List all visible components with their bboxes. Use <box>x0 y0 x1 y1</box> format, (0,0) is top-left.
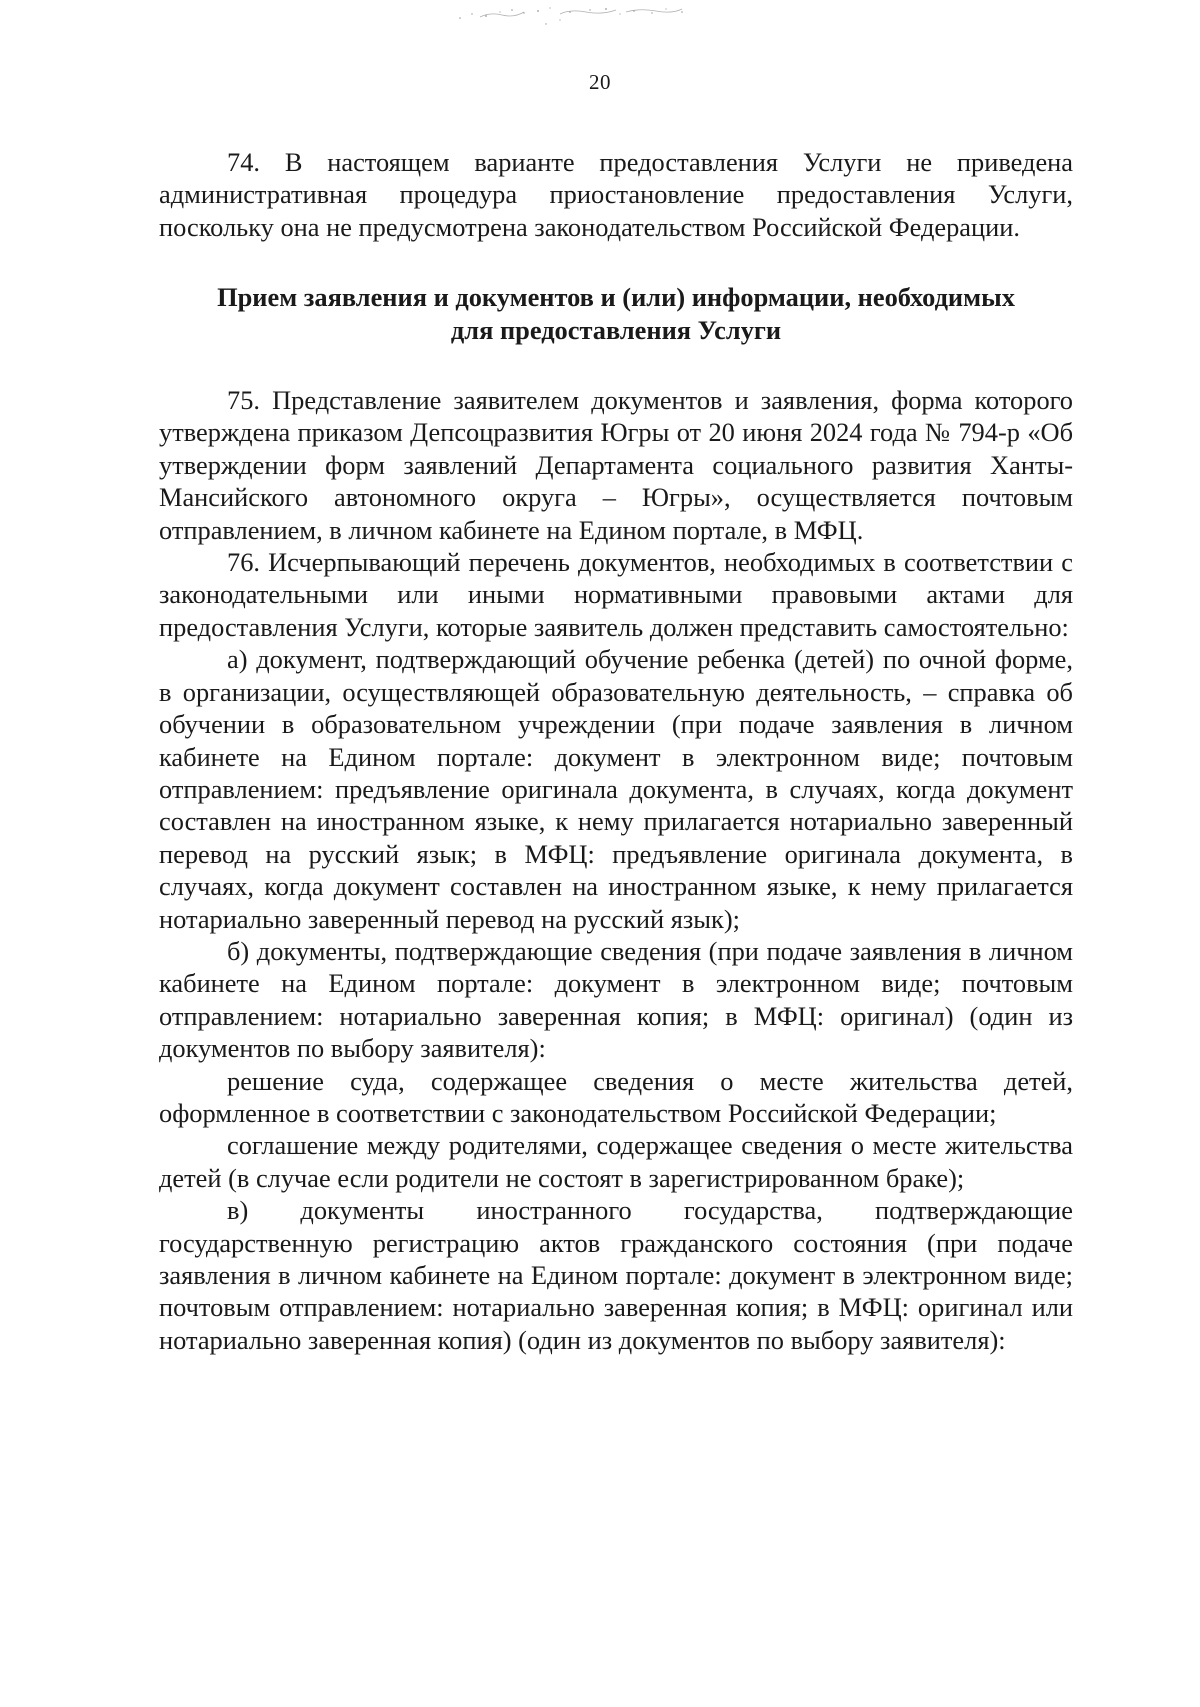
paragraph-75: 75. Представление заявителем документов и заявления, форма которого утверждена приказом Депсоцразвития Югры от 20 июня 2024 года № 794-р «Об утверждении форм заявлений Департамента социального развития Ханты-Мансийского автономного округа – Югры», осуществляется почтовым отправлением, в личном кабинете на Едином портале, в МФЦ. <box>159 385 1073 545</box>
section-heading-line-2: для предоставления Услуги <box>450 314 782 345</box>
section-heading <box>159 281 1073 346</box>
section-heading-line-1: Прием заявления и документов и (или) информации, необходимых <box>217 282 1015 313</box>
document-body <box>159 146 1073 1356</box>
scan-noise <box>420 0 780 30</box>
page-number: 20 <box>589 70 611 94</box>
paragraph-76-item-v: в) документы иностранного государства, подтверждающие государственную регистрацию актов гражданского состояния (при подаче заявления в личном кабинете на Едином портале: документ в электронном виде; почтовым отправлением: нотариально заверенная копия; в МФЦ: оригинал или нотариально заверенная копия) (один из документов по выбору заявителя): <box>159 1195 1073 1355</box>
paragraph-76-item-b: б) документы, подтверждающие сведения (при подаче заявления в личном кабинете на Едином портале: документ в электронном виде; почтовым отправлением: нотариально заверенная копия; в МФЦ: оригинал) (один из документов по выбору заявителя): <box>159 935 1073 1064</box>
paragraph-76: 76. Исчерпывающий перечень документов, необходимых в соответствии с законодательными или иными нормативными правовыми актами для предоставления Услуги, которые заявитель должен представить самостоятельно: <box>159 547 1073 642</box>
paragraph-76-item-a: а) документ, подтверждающий обучение ребенка (детей) по очной форме, в организации, осуществляющей образовательную деятельность, – справка об обучении в образовательном учреждении (при подаче заявления в личном кабинете на Едином портале: документ в электронном виде; почтовым отправлением: предъявление оригинала документа, в случаях, когда документ составлен на иностранном языке, к нему прилагается нотариально заверенный перевод на русский язык; в МФЦ: предъявление оригинала документа, в случаях, когда документ составлен на иностранном языке, к нему прилагается нотариально заверенный перевод на русский язык); <box>159 644 1073 934</box>
paragraph-76-item-b-parents-agreement: соглашение между родителями, содержащее сведения о месте жительства детей (в случае если родители не состоят в зарегистрированном браке); <box>159 1130 1073 1193</box>
paragraph-74: 74. В настоящем варианте предоставления Услуги не приведена административная процедура приостановление предоставления Услуги, поскольку она не предусмотрена законодательством Российской Федерации. <box>159 147 1073 242</box>
paragraph-76-item-b-court-decision: решение суда, содержащее сведения о месте жительства детей, оформленное в соответствии с законодательством Российской Федерации; <box>159 1065 1073 1128</box>
